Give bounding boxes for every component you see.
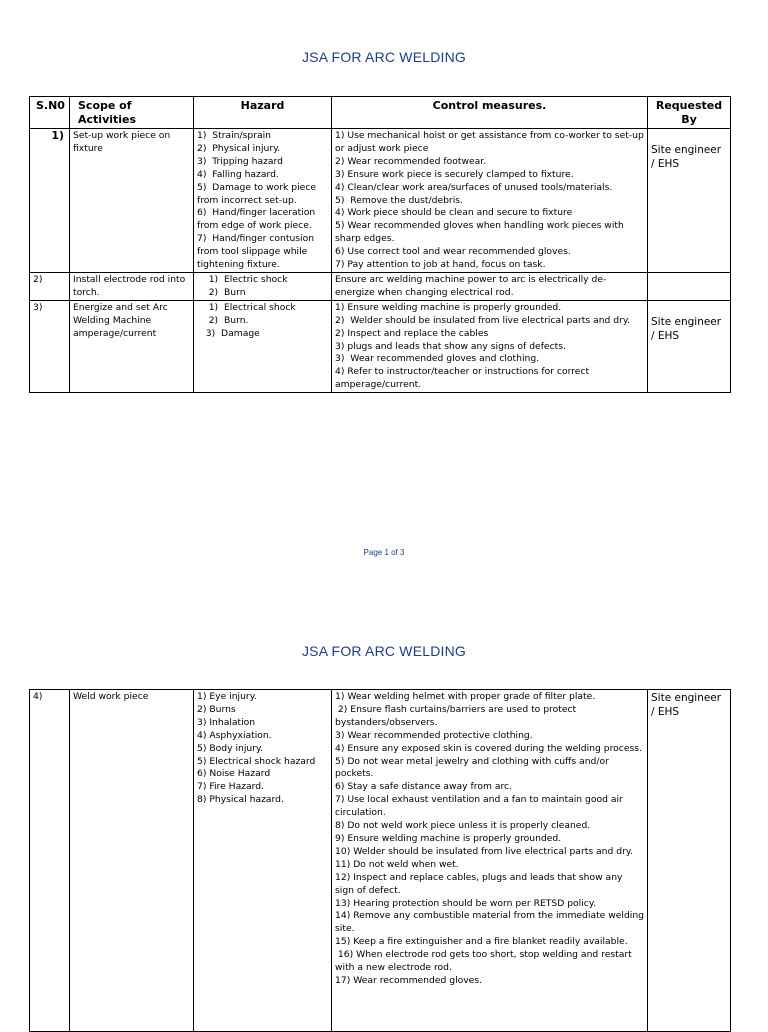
control-item: 4) Ensure any exposed skin is covered during the welding process. [335,742,642,754]
control-item: 10) Welder should be insulated from live electrical parts and dry. [335,845,633,857]
header-hazard: Hazard [194,97,332,129]
control-item: 2) Welder should be insulated from live electrical parts and dry. [335,314,630,326]
control-item: 7) Pay attention to job at hand, focus on task. [335,259,546,271]
control-item: 16) When electrode rod gets too short, stop welding and restart with a new electrode rod. [335,949,635,974]
cell-scope: Install electrode rod into torch. [70,272,194,300]
jsa-table-page-1 [29,96,731,393]
header-scope: Scope of Activities [70,97,194,129]
control-item: 12) Inspect and replace cables, plugs and leads that show any sign of defect. [335,871,626,896]
cell-scope: Set-up work piece on fixture [70,129,194,273]
hazard-item: 1) Eye injury. [197,691,257,702]
control-item: 2) Wear recommended footwear. [335,155,487,167]
cell-requested: Site engineer / EHS [648,300,731,392]
table-header-row [30,97,731,129]
cell-requested [648,272,731,300]
control-item: 2) Inspect and replace the cables [335,327,489,339]
table-row [30,272,731,300]
hazard-item: 1) Electrical shock [197,301,296,313]
document-title-page-2: JSA FOR ARC WELDING [301,643,467,659]
control-item: 6) Stay a safe distance away from arc. [335,781,513,793]
control-item: 3) Wear recommended gloves and clothing. [335,353,540,365]
hazard-item: 8) Physical hazard. [197,794,284,806]
control-item: 7) Use local exhaust ventilation and a fan to maintain good air circulation. [335,794,626,819]
cell-control [332,300,648,392]
cell-scope: Energize and set Arc Welding Machine amperage/current [70,300,194,392]
control-item: 5) Do not wear metal jewelry and clothing with cuffs and/or pockets. [335,755,612,780]
control-item: 1) Use mechanical hoist or get assistance from co-worker to set-up or adjust work piece [335,130,647,154]
hazard-item: 3) Damage [197,327,260,339]
control-item: 11) Do not weld when wet. [335,858,459,870]
control-item: 4) Refer to instructor/teacher or instructions for correct amperage/current. [335,366,593,391]
control-item: 5) Remove the dust/debris. [335,194,463,206]
cell-sno: 2) [30,272,70,300]
cell-hazard [194,129,332,273]
table-row [30,690,731,1032]
hazard-item: 5) Damage to work piece from incorrect set-up. [197,181,319,206]
header-control: Control measures. [332,97,648,129]
hazard-item: 1) Electric shock [197,273,288,285]
control-item: 13) Hearing protection should be worn per RETSD policy. [335,897,596,909]
cell-hazard [194,690,332,1032]
control-item: 9) Ensure welding machine is properly grounded. [335,832,562,844]
cell-sno: 4) [30,690,70,1032]
control-item: 3) Wear recommended protective clothing. [335,729,533,741]
hazard-item: 2) Burn [197,286,246,298]
table-row [30,300,731,392]
hazard-item: 7) Hand/finger contusion from tool slippage while tightening fixture. [197,233,317,271]
hazard-item: 5) Body injury. [197,742,264,754]
hazard-item: 6) Noise Hazard [197,768,271,780]
jsa-table-page-2 [29,689,731,1032]
hazard-item: 4) Falling hazard. [197,168,279,180]
control-item: 4) Clean/clear work area/surfaces of unused tools/materials. [335,181,613,193]
hazard-item: 3) Inhalation [197,716,256,728]
cell-control [332,129,648,273]
page-number: Page 1 of 3 [363,548,405,557]
hazard-item: 2) Burns [197,703,236,715]
control-item: 3) Ensure work piece is securely clamped to fixture. [335,168,574,180]
header-requested: Requested By [648,97,731,129]
cell-control [332,690,648,1032]
control-item: Ensure arc welding machine power to arc is electrically de-energize when changing electrical rod. [335,273,607,298]
control-item: 2) Ensure flash curtains/barriers are used to protect bystanders/observers. [335,703,580,728]
document-title: JSA FOR ARC WELDING [301,49,467,65]
control-item: 1) Ensure welding machine is properly grounded. [335,301,562,313]
hazard-item: 3) Tripping hazard [197,155,284,167]
cell-hazard [194,300,332,392]
cell-control [332,272,648,300]
cell-hazard [194,272,332,300]
control-item: 4) Work piece should be clean and secure to fixture [335,207,573,219]
hazard-item: 6) Hand/finger laceration from edge of work piece. [197,207,319,232]
cell-requested: Site engineer / EHS [648,129,731,273]
header-sno: S.N0 [30,97,70,129]
hazard-item: 4) Asphyxiation. [197,729,272,741]
control-item: 15) Keep a fire extinguisher and a fire blanket readily available. [335,936,628,948]
control-item: 8) Do not weld work piece unless it is properly cleaned. [335,820,591,832]
hazard-item: 2) Physical injury. [197,142,281,154]
control-item: 3) plugs and leads that show any signs of defects. [335,340,566,352]
control-item: 6) Use correct tool and wear recommended gloves. [335,246,571,258]
control-item: 5) Wear recommended gloves when handling work pieces with sharp edges. [335,220,627,245]
cell-sno: 3) [30,300,70,392]
control-item: 17) Wear recommended gloves. [335,974,483,986]
cell-sno: 1) [30,129,70,273]
control-item: 14) Remove any combustible material from the immediate welding site. [335,910,647,935]
table-row [30,129,731,273]
hazard-item: 7) Fire Hazard. [197,781,265,793]
hazard-item: 5) Electrical shock hazard [197,755,316,767]
cell-requested: Site engineer / EHS [648,690,731,1032]
cell-scope: Weld work piece [70,690,194,1032]
hazard-item: 1) Strain/sprain [197,130,271,141]
hazard-item: 2) Burn. [197,314,249,326]
control-item: 1) Wear welding helmet with proper grade of filter plate. [335,691,596,702]
